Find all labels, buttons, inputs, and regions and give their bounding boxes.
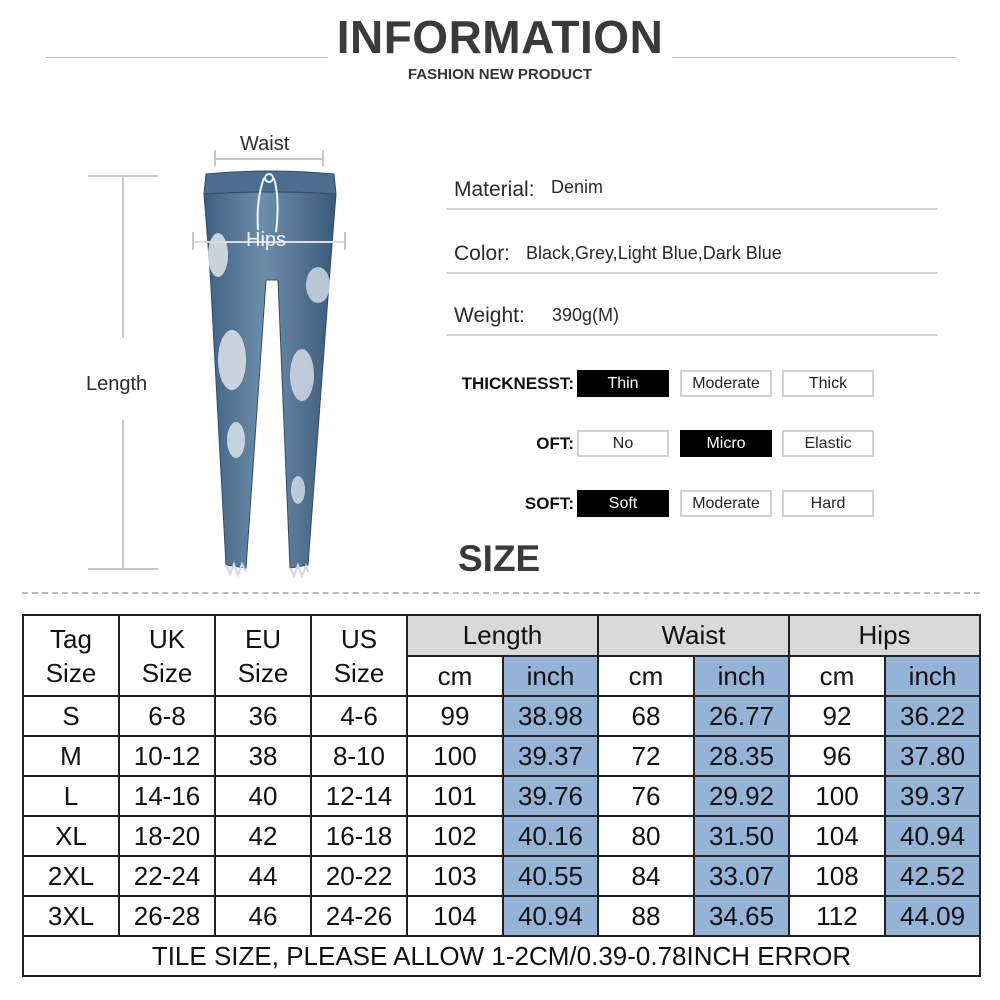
cell-uk-size: 18-20 (119, 816, 215, 856)
cell-waist-inch: 28.35 (694, 736, 789, 776)
cell-hips-inch: 42.52 (885, 856, 980, 896)
table-footer-note: TILE SIZE, PLEASE ALLOW 1-2CM/0.39-0.78INCH ERROR (23, 936, 980, 976)
cell-eu-size: 44 (215, 856, 311, 896)
oft-option-no[interactable]: No (577, 430, 669, 457)
size-chart-table (22, 614, 981, 977)
cell-us-size: 12-14 (311, 776, 407, 816)
cell-length-inch: 40.16 (503, 816, 598, 856)
cell-waist-cm: 80 (598, 816, 694, 856)
header-length-inch: inch (503, 656, 598, 696)
cell-tag-size: 2XL (23, 856, 119, 896)
table-row (23, 696, 980, 736)
cell-waist-inch: 26.77 (694, 696, 789, 736)
oft-option-elastic[interactable]: Elastic (782, 430, 874, 457)
cell-us-size: 4-6 (311, 696, 407, 736)
cell-eu-size: 38 (215, 736, 311, 776)
cell-us-size: 24-26 (311, 896, 407, 936)
cell-hips-cm: 96 (789, 736, 885, 776)
header-hips: Hips (789, 615, 980, 656)
thickness-option-thick[interactable]: Thick (782, 370, 874, 397)
header-uk-size: UK Size (119, 615, 215, 696)
length-measure-line-bottom (122, 420, 124, 570)
cell-waist-inch: 34.65 (694, 896, 789, 936)
size-heading: SIZE (458, 538, 541, 579)
hips-measure-tick-left (192, 232, 194, 250)
weight-value: 390g(M) (552, 305, 620, 325)
cell-waist-inch: 31.50 (694, 816, 789, 856)
header-length: Length (407, 615, 598, 656)
cell-uk-size: 10-12 (119, 736, 215, 776)
cell-length-cm: 100 (407, 736, 503, 776)
cell-waist-cm: 84 (598, 856, 694, 896)
cell-tag-size: S (23, 696, 119, 736)
cell-length-inch: 39.37 (503, 736, 598, 776)
cell-length-inch: 40.55 (503, 856, 598, 896)
soft-option-hard[interactable]: Hard (782, 490, 874, 517)
spec-row-weight (446, 296, 938, 336)
header-hips-inch: inch (885, 656, 980, 696)
header-eu-size: EU Size (215, 615, 311, 696)
cell-hips-cm: 108 (789, 856, 885, 896)
cell-us-size: 20-22 (311, 856, 407, 896)
color-value: Black,Grey,Light Blue,Dark Blue (526, 243, 782, 263)
spec-row-color (446, 234, 938, 274)
size-table-body (23, 696, 980, 936)
cell-length-cm: 101 (407, 776, 503, 816)
thickness-label: THICKNESST: (461, 374, 574, 393)
cell-hips-inch: 37.80 (885, 736, 980, 776)
thickness-option-thin[interactable]: Thin (577, 370, 669, 397)
weight-label: Weight: (454, 304, 525, 327)
table-header-row (23, 615, 980, 656)
header-tag-size: Tag Size (23, 615, 119, 696)
cell-waist-cm: 76 (598, 776, 694, 816)
length-label: Length (86, 373, 148, 395)
cell-length-cm: 104 (407, 896, 503, 936)
cell-hips-inch: 40.94 (885, 816, 980, 856)
table-row (23, 736, 980, 776)
hips-measure-tick-right (344, 232, 346, 250)
cell-hips-inch: 44.09 (885, 896, 980, 936)
cell-hips-cm: 100 (789, 776, 885, 816)
cell-us-size: 16-18 (311, 816, 407, 856)
cell-us-size: 8-10 (311, 736, 407, 776)
length-measure-bottom-tick (88, 568, 158, 570)
cell-length-cm: 99 (407, 696, 503, 736)
cell-uk-size: 26-28 (119, 896, 215, 936)
cell-waist-inch: 29.92 (694, 776, 789, 816)
material-label: Material: (454, 178, 535, 201)
cell-eu-size: 40 (215, 776, 311, 816)
cell-hips-inch: 36.22 (885, 696, 980, 736)
thickness-option-moderate[interactable]: Moderate (680, 370, 772, 397)
length-measure-line-top (122, 176, 124, 338)
page-subtitle: FASHION NEW PRODUCT (407, 66, 593, 83)
cell-waist-inch: 33.07 (694, 856, 789, 896)
waist-label: Waist (240, 133, 290, 155)
color-label: Color: (454, 242, 511, 265)
header-waist: Waist (598, 615, 789, 656)
cell-waist-cm: 72 (598, 736, 694, 776)
header-waist-cm: cm (598, 656, 694, 696)
cell-length-cm: 103 (407, 856, 503, 896)
cell-length-cm: 102 (407, 816, 503, 856)
table-row (23, 776, 980, 816)
oft-label: OFT: (536, 434, 574, 453)
jeans-product-image (180, 160, 360, 580)
cell-length-inch: 39.76 (503, 776, 598, 816)
cell-tag-size: 3XL (23, 896, 119, 936)
cell-eu-size: 36 (215, 696, 311, 736)
cell-tag-size: M (23, 736, 119, 776)
soft-option-soft[interactable]: Soft (577, 490, 669, 517)
cell-waist-cm: 68 (598, 696, 694, 736)
header-length-cm: cm (407, 656, 503, 696)
table-footer-row (23, 936, 980, 976)
header-waist-inch: inch (694, 656, 789, 696)
header-hips-cm: cm (789, 656, 885, 696)
cell-length-inch: 40.94 (503, 896, 598, 936)
oft-option-micro[interactable]: Micro (680, 430, 772, 457)
cell-hips-cm: 92 (789, 696, 885, 736)
cell-tag-size: XL (23, 816, 119, 856)
page-title: INFORMATION (336, 11, 664, 63)
table-row (23, 896, 980, 936)
table-row (23, 816, 980, 856)
section-divider (22, 592, 980, 594)
material-value: Denim (551, 177, 604, 197)
cell-hips-cm: 104 (789, 816, 885, 856)
soft-label: SOFT: (524, 494, 574, 513)
soft-option-moderate[interactable]: Moderate (680, 490, 772, 517)
cell-uk-size: 22-24 (119, 856, 215, 896)
cell-length-inch: 38.98 (503, 696, 598, 736)
cell-hips-inch: 39.37 (885, 776, 980, 816)
cell-waist-cm: 88 (598, 896, 694, 936)
spec-row-material (446, 170, 938, 210)
cell-eu-size: 42 (215, 816, 311, 856)
cell-eu-size: 46 (215, 896, 311, 936)
cell-hips-cm: 112 (789, 896, 885, 936)
cell-tag-size: L (23, 776, 119, 816)
table-row (23, 856, 980, 896)
cell-uk-size: 6-8 (119, 696, 215, 736)
header-us-size: US Size (311, 615, 407, 696)
cell-uk-size: 14-16 (119, 776, 215, 816)
hips-label: Hips (246, 229, 287, 251)
